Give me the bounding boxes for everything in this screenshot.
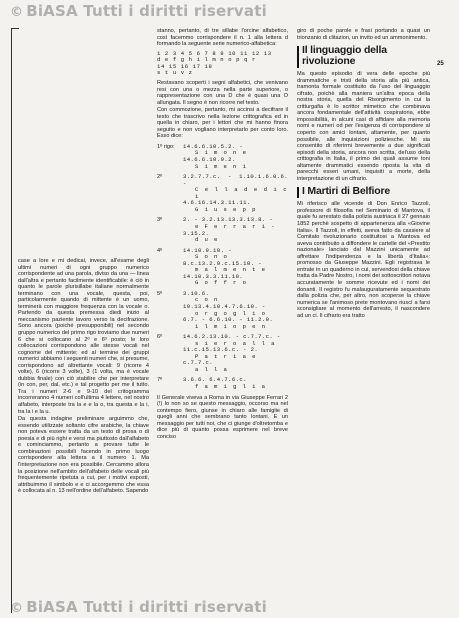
row-text: c o n xyxy=(195,296,219,304)
row-text: m a l m e n t e xyxy=(195,266,267,274)
page-number: 25 xyxy=(437,61,444,67)
cipher-letters: s t u v z xyxy=(157,69,193,77)
cipher-key-table xyxy=(157,51,288,77)
corner-rule xyxy=(11,28,19,29)
row-numbers: 14.6.6.10.5.2. - xyxy=(183,142,244,150)
row-numbers: 4.6.16.14.3.11.11. xyxy=(183,199,251,207)
paragraph: Ma questo episodio di vera delle epoche più drammatiche e tristi della storia alla più antica, tramonta formale costituito da l'uso del linguaggio cifrato, poichè alla maniera un'altra epoca della nostra storia, quella del Risorgimento in cui la critturgafia è lo scrittor mimetico che combinava ancora fondamentale dell'attività cospiratoria, ebbe impossibilità, in alcuni casi di affidare alla memoria nomi e numeri od per l'esigenza di corrispondere al coperto con amici lontani, altamente, per quanto possibile, alle inquisizioni poliziesche. Mi sia consentito di riferirmi brevemente a due significati episodi della storia, ancora non scritta, del'uso della crittografia in Italia, il primo dei quali assume toni altamente drammatici essendo riposta la vita di parecchi esseri umani, inquisiti a morte, della interpretazione di un cifrario. xyxy=(297,71,430,182)
row-numbers: 14.6.6.10.9.2. xyxy=(183,156,236,164)
row-text: d u e xyxy=(195,236,219,244)
row-numbers: 14.10.9.10. - xyxy=(183,246,232,254)
row-numbers: 10.13.4.10.4.7.6.10. - xyxy=(183,302,266,310)
row-numbers: 14.6.2.13.10. - c.7.7.c. - xyxy=(183,333,281,341)
paragraph: Mi riferisco alle vicende di Don Enrico Tazzoli, professore di filosofia nel Seminario di Mantova, il quale fu arrestato dalla polizia austriaca il 27 gennaio 1852 perchè sospetto di appartenenza alla «Giovine Italia». Il Tazzoli, in effetti, aveva fatto da cassiere al Comitato rivoluzionario costituitosi a Mantova ed aveva contribuito a diffondere le cartelle del «Prestito nazionale» lanciato dal Mazzini unicamente ad affrettare l'indipendenza e la libertà d'Italia»: promosso da Giuseppe Mazzini. Egli registrava le entrate in un quaderno in cui, servendosi della chiave tratta da Padre Nostro, i nomi dei sottoscrittori notava accuratamente le somme ricevute ed i nomi dei donanti. Il registro fu malauguratamente sequestrato dalla polizia che, per altro, non scoperse la chiave numerica se l'animoso prete montovano riuscì a farsi sconsigliare al momento dell'arresto, il nascondere ad un ci. Il cifrario era tratto xyxy=(297,201,430,319)
decipher-rows xyxy=(157,144,288,391)
row-numbers: 3.2.7.7.c. - 1.10.1.6.0.6. - xyxy=(183,173,288,187)
copyright-icon: © xyxy=(10,601,24,616)
row-label: 3º xyxy=(157,217,163,224)
row-label: 5º xyxy=(157,290,163,297)
row-label: 2º xyxy=(157,174,163,181)
paragraph: Restavano scoperti i segni alfabetici, che venivano resi con una o mezza nella parte superiore, o rappresentazione con una D che è quasi una O allungata. Il segno è non ricorre nel testo. xyxy=(157,80,288,106)
watermark-text: BiASA Tutti i diritti riservati xyxy=(26,598,267,616)
row-text: e F e r r a r i - xyxy=(195,222,276,230)
row-text: f a m i g l i a xyxy=(195,382,267,390)
watermark-top xyxy=(0,2,459,20)
row-numbers: c.7.7.c. xyxy=(183,359,214,367)
row-text: G o f f r o xyxy=(195,279,248,287)
row-label: 7º xyxy=(157,377,163,384)
row-label: 1º rigo: xyxy=(157,143,175,150)
copyright-icon: © xyxy=(10,5,24,20)
row-text: S i m o n e xyxy=(195,149,248,157)
row-text: i l m i o p e n xyxy=(195,322,267,330)
decipher-row xyxy=(157,334,288,373)
row-label: 4º xyxy=(157,247,163,254)
row-text: o r g o g l i o xyxy=(195,309,267,317)
row-text: a l l a xyxy=(195,365,229,373)
paragraph: Il Generale viveva a Roma in via Giuseppe Ferrari 2 (!) Io non so se questo messaggio, occorso ma nel contempo fiero, giunse in chiaro alle famiglie di quegli anni che sembrano tanto lontani. E un messaggio per tutti noi, che ci giunge d'oltretomba e dice più di quanto possa esprimere nel breve conciso xyxy=(157,394,288,440)
row-numbers: 11.c.15.13.6.c. - 2. xyxy=(183,346,259,354)
decipher-row xyxy=(157,377,288,390)
watermark-bottom xyxy=(0,598,459,616)
column-middle xyxy=(157,28,288,610)
cipher-letters: d e f g h i l m n o p q r xyxy=(157,56,256,64)
row-numbers: 3.15.2. xyxy=(183,229,210,237)
column-rule xyxy=(11,28,12,613)
row-numbers: 8.c.13.2.9.c.15.10. - xyxy=(183,259,262,267)
heading-bar xyxy=(297,187,299,198)
paragraph: giro di poche parole e frasi portando a quasi un trionzanio di clitazion, un invito ed un ammonimento. xyxy=(297,28,430,41)
decipher-row xyxy=(157,291,288,330)
row-text: C e l l a d e d i c i xyxy=(195,186,288,200)
row-text: P a t r i a e xyxy=(195,352,257,360)
row-text: S o n o xyxy=(195,253,229,261)
decipher-row xyxy=(157,174,288,213)
decipher-row xyxy=(157,144,288,170)
row-label: 6º xyxy=(157,334,163,341)
column-left xyxy=(18,258,149,610)
row-numbers: 6.7. - 6.6.10. - 11.2.9. xyxy=(183,316,274,324)
row-numbers: 14.10.3.3.11.10. xyxy=(183,272,244,280)
paragraph: Con commozione, pertanto, mi accinsi a decifrare il testo che trascrivo nella lezione crittografica ed in quella in chiaro, per i lettori che mi hanno finora seguito e non vogliano interpretarlo per conto loro. Esso dice: xyxy=(157,107,288,140)
row-text: S i m e n i xyxy=(195,162,248,170)
cipher-numbers: 1 2 3 4 5 6 7 8 9 10 11 12 13 xyxy=(157,49,272,57)
paragraph: stanno, pertanto, di tre sillabe l'orcine alfabetico, così facemmo corrispondere il n. 1 alla lettera d formando la seguente serie numerico-alfabetica: xyxy=(157,28,288,48)
cipher-numbers: 14 15 16 17 18 xyxy=(157,62,213,70)
section-heading: Il linguaggio della rivoluzione xyxy=(297,45,430,67)
row-numbers: 2. - 3.2.13.13.3.13.8. - xyxy=(183,216,274,224)
paragraph: Da questa indagine preliminare arguimmo che, essendo utilizzate soltanto cifre arabiche, la chiave non poteva essere tratta da un testo di prosa o di poesia e di più righi e versi ma piuttosto dall'alfabeto e cominciammo, pertanto a provare tutte le combinazioni possibili facendo in primo luogo corrispondere alla lettera a il numero 1. Ma l'interpretazione non era possibile. Cercammo allora la posizione nell'ambito dell'alfabeto delle vocali più frequentemente ripetuta a cui, per i motivi esposti, attribuimmo il simbolo e e ci accorgemmo che essa è collocata al n. 13 nell'ordine dell'alfabeto. Sapendo xyxy=(18,416,149,495)
row-numbers: 3.10.6. xyxy=(183,289,210,297)
row-text: s i e r o a l l a xyxy=(195,339,276,347)
heading-bar xyxy=(297,46,299,68)
watermark-text: BiASA Tutti i diritti riservati xyxy=(26,2,267,20)
section-heading: I Martiri di Belfiore xyxy=(297,186,430,197)
row-text: G i u s e p p xyxy=(195,205,257,213)
decipher-row xyxy=(157,217,288,243)
decipher-row xyxy=(157,248,288,287)
column-right xyxy=(297,28,430,610)
row-numbers: 3.6.6. 6.4.7.6.c. xyxy=(183,376,247,384)
paragraph: case a lore e mi dedicai, invece, all'esame degli ultimi numeri di ogni gruppo numerico corrispondente ad una parola, diviso da una — linea dall'altra e pertanto facilmente identificabile: è ciò in quanto le parole plurisillabe italiane normalmente terminano con una vocale, questa, poi, particolarmente quando di mittente è un uomo, terminerà con maggiore frequenza con la vocale o. Partendo da questa premessa diedi inizio al meccanismo paziente lavoro verso la decifrazione. Sono ancora (poiché presupponibili) nel secondo gruppo numerico del primo rigo troviamo due numeri 6 che si collocano al 2º e 6º posto; le loro collocazioni corrispondono alle stesse vocali nel cognome del mittente; ed al termine dei gruppi numerici abbiamo i seguenti numeri che, si presume, corrispondono ad altrettante vocali: 9 (ricorre 4 volte), 6 (ricorre 3 volte), 3 (1 volta, ma è vocale dubbia finale) con ciò stabilire che per interpretare (in con, per, dal, etc.) e tal progetto per me il tutto. Tra i numeri 2-6 e 9-10 del critogramma incorreranno 4 numeri coll'ultima 4 lettere, nel nostro alfabeto, interposte tra la e e la o, tra questa e la i, tra la i e la u. xyxy=(18,258,149,415)
